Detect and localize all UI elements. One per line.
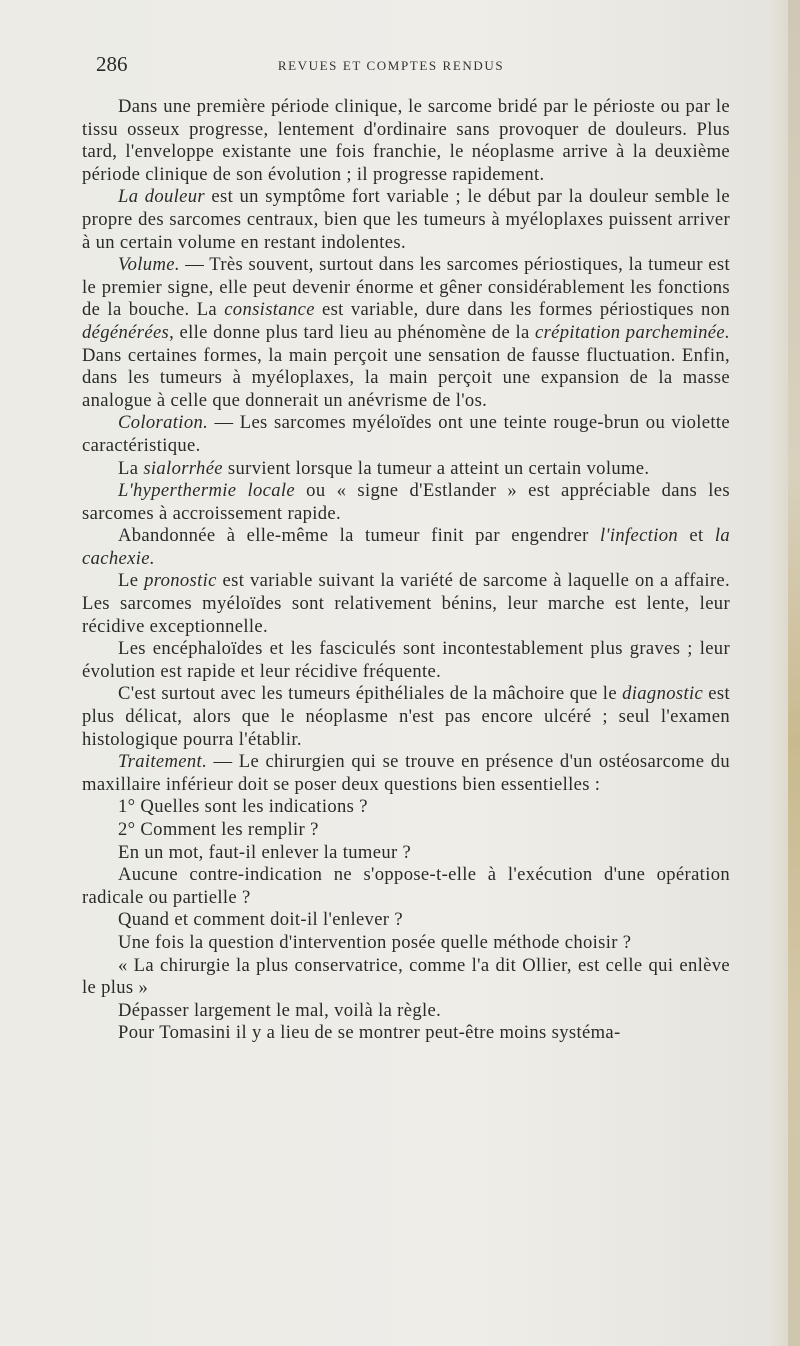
paragraph: [82, 96, 730, 186]
text-run: est un symptôme fort variable ; le début par la douleur semble le propre des sarcomes centraux, bien que les tumeurs à myéloplaxes puissent arriver à un certain volume en restant indolentes.: [82, 186, 730, 253]
italic-text: dégénérées: [82, 321, 170, 343]
text-run: — Les sarcomes myéloïdes ont une teinte rouge-brun ou violette caractéristique.: [82, 412, 730, 456]
italic-text: La douleur: [118, 186, 206, 208]
paragraph: [82, 570, 730, 638]
text-run: est variable suivant la variété de sarcome à laquelle on a affaire. Les sarcomes myéloïdes sont relativement bénins, leur marche est lente, leur récidive exceptionnelle.: [82, 570, 731, 637]
text-run: Abandonnée à elle-même la tumeur finit par engendrer: [118, 525, 601, 547]
paragraph: [82, 525, 730, 570]
text-run: Dans une première période clinique, le sarcome bridé par le périoste ou par le tissu osseux progresse, lentement d'ordinaire sans provoquer de douleurs. Plus tard, l'enveloppe existante une fois franchie, le néoplasme arrive à la deuxième période clinique de son évolution ; il progresse rapidement.: [82, 96, 730, 185]
text-run: Une fois la question d'intervention posée quelle méthode choisir ?: [118, 931, 632, 953]
text-run: , elle donne plus tard lieu au phénomène de la: [169, 321, 535, 343]
page-edge: [788, 0, 800, 1346]
italic-text: diagnostic: [622, 683, 704, 705]
text-run: — Le chirurgien qui se trouve en présence d'un ostéosarcome du maxillaire inférieur doit se poser deux questions bien essentielles :: [82, 751, 730, 795]
body-text: [82, 96, 730, 1045]
paragraph: [82, 638, 730, 683]
paragraph: [82, 412, 730, 457]
text-run: Dans certaines formes, la main perçoit une sensation de fausse fluctuation. Enfin, dans les tumeurs à myéloplaxes, la main perçoit une expansion de la masse analogue à celle que donnerait un anévrisme de l'os.: [82, 344, 730, 411]
running-head: REVUES ET COMPTES RENDUS: [277, 58, 505, 73]
paragraph: [82, 955, 730, 1000]
text-run: et: [678, 525, 715, 547]
text-run: La: [118, 457, 144, 479]
paragraph: [82, 186, 730, 254]
italic-text: l'infection: [600, 525, 679, 547]
paragraph: [82, 909, 730, 932]
italic-text: crépitation parcheminée.: [534, 321, 730, 343]
paragraph: [82, 1022, 730, 1045]
paragraph: [82, 842, 730, 865]
paragraph: [82, 254, 730, 412]
text-run: est plus délicat, alors que le néoplasme n'est pas encore ulcéré ; seul l'examen histologique pourra l'établir.: [82, 683, 731, 750]
italic-text: Coloration.: [118, 412, 209, 434]
italic-text: consistance: [224, 299, 315, 321]
italic-text: la cachexie.: [82, 525, 730, 569]
text-run: survient lorsque la tumeur a atteint un certain volume.: [222, 457, 650, 479]
italic-text: Volume.: [118, 254, 180, 276]
text-run: C'est surtout avec les tumeurs épithéliales de la mâchoire que le: [118, 683, 623, 705]
text-run: Les encéphaloïdes et les fasciculés sont incontestablement plus graves ; leur évolution est rapide et leur récidive fréquente.: [82, 638, 730, 682]
paragraph: [82, 458, 730, 481]
text-run: Aucune contre-indication ne s'oppose-t-elle à l'exécution d'une opération radicale ou partielle ?: [82, 864, 730, 908]
paragraph: [82, 683, 730, 751]
text-run: 1° Quelles sont les indications ?: [118, 796, 368, 818]
page-number: 286: [96, 52, 128, 76]
italic-text: L'hyperthermie locale: [118, 480, 296, 502]
paragraph: [82, 1000, 730, 1023]
text-run: Pour Tomasini il y a lieu de se montrer peut-être moins systéma-: [118, 1022, 621, 1044]
text-run: 2° Comment les remplir ?: [118, 819, 319, 840]
italic-text: Traitement.: [118, 751, 208, 773]
paragraph: [82, 819, 730, 842]
paragraph: [82, 864, 730, 909]
paragraph: [82, 796, 730, 819]
text-run: En un mot, faut-il enlever la tumeur ?: [118, 841, 412, 863]
paragraph: [82, 480, 730, 525]
text-run: « La chirurgie la plus conservatrice, comme l'a dit Ollier, est celle qui enlève le plus »: [82, 954, 730, 999]
text-run: est variable, dure dans les formes périostiques non: [314, 299, 730, 321]
text-run: — Très souvent, surtout dans les sarcomes périostiques, la tumeur est le premier signe, elle peut devenir énorme et gêner considérablement les fonctions de la bouche. La: [82, 254, 730, 321]
text-run: Le: [118, 570, 145, 592]
text-run: Quand et comment doit-il l'enlever ?: [118, 909, 403, 931]
text-run: ou « signe d'Estlander » est appréciable dans les sarcomes à accroissement rapide.: [82, 480, 730, 524]
paragraph: [82, 751, 730, 796]
text-run: Dépasser largement le mal, voilà la règle.: [118, 999, 442, 1021]
italic-text: pronostic: [144, 570, 217, 592]
page-header: [96, 52, 736, 78]
italic-text: sialorrhée: [143, 457, 223, 479]
paragraph: [82, 932, 730, 955]
